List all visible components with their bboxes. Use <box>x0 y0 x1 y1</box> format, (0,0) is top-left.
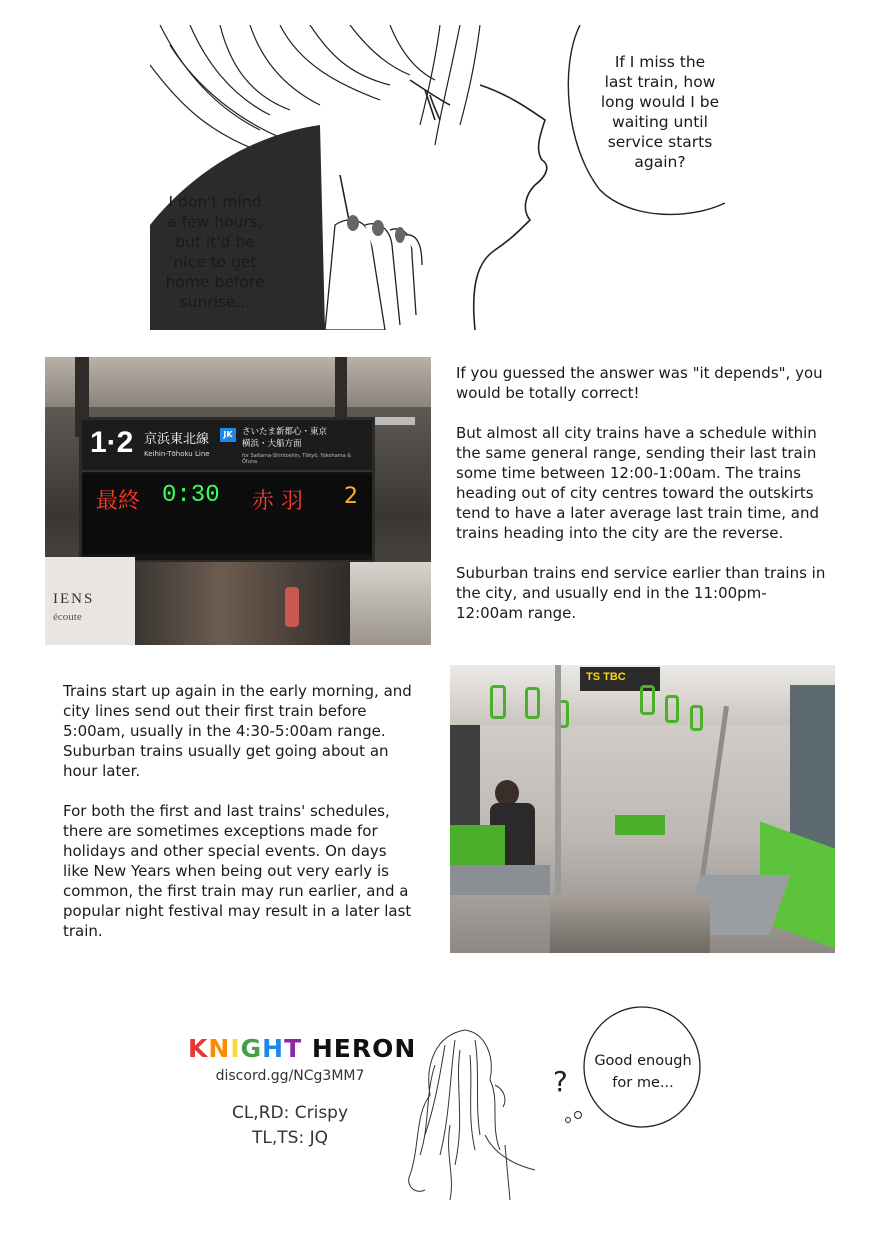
line-number: 1·2 <box>90 426 134 459</box>
line-name-en: Keihin-Tōhoku Line <box>144 450 210 458</box>
logo-letter: G <box>240 1034 263 1063</box>
paragraph: If you guessed the answer was "it depends", you would be totally correct! <box>456 364 823 402</box>
destinations-jp: さいたま新都心・東京 横浜・大船方面 <box>242 427 328 449</box>
line-code-badge: JK <box>220 428 236 442</box>
logo-letter: H <box>262 1034 285 1063</box>
discord-link[interactable]: discord.gg/NCg3MM7 <box>215 1068 365 1084</box>
thought-bubble-text: Good enough for me... <box>594 1053 692 1091</box>
shop-sign-sub: écoute <box>53 611 82 623</box>
logo-letter: T <box>284 1034 303 1063</box>
credit-tl-ts: TL,TS: JQ <box>252 1128 328 1148</box>
led-last-train: 最終 <box>96 489 141 514</box>
bottom-character-illustration <box>395 1025 545 1200</box>
paragraph: Suburban trains end service earlier than trains in the city, and usually end in the 11:00pm-12:00am range. <box>456 564 826 622</box>
train-interior-photo <box>450 665 835 953</box>
text-block-left <box>63 681 415 961</box>
shop-sign: IENS <box>53 591 95 607</box>
paragraph: Trains start up again in the early morning, and city lines send out their first train before 5:00am, usually in the 4:30-5:00am range. Suburban trains usually get going about an hour later. <box>63 682 412 780</box>
logo-word-heron: HERON <box>311 1034 417 1063</box>
credit-cl-rd: CL,RD: Crispy <box>231 1103 349 1123</box>
train-ad: TS TBC <box>586 671 626 683</box>
station-sign-photo <box>45 357 431 645</box>
thought-mark: ? <box>553 1065 568 1098</box>
led-destination: 赤 羽 <box>252 489 303 514</box>
logo-letter: K <box>188 1034 209 1063</box>
destinations-en: for Saitama-Shintoshin, Tōkyō, Yokohama & Ōfuna <box>242 453 352 465</box>
line-name-jp: 京浜東北線 <box>144 432 210 447</box>
led-time: 0:30 <box>162 482 220 509</box>
group-logo <box>188 1034 416 1063</box>
paragraph: But almost all city trains have a schedule within the same general range, sending their last train some time between 12:00-1:00am. The trains heading out of city centres toward the outskirts tend to have a later average last train time, and trains heading into the city are the reverse. <box>456 424 819 542</box>
logo-letter: N <box>208 1034 231 1063</box>
logo-letter: I <box>230 1034 241 1063</box>
speech-bubble-left: I don't mind a few hours, but it'd be nice to get home before sunrise... <box>165 193 265 311</box>
led-platform: 2 <box>344 484 358 509</box>
station-sign-board <box>79 417 375 563</box>
paragraph: For both the first and last trains' schedules, there are sometimes exceptions made for holidays and other special events. On days like New Years when being out very early is common, the first train may run earlier, and a popular night festival may result in a later last train. <box>63 802 412 940</box>
speech-bubble-right: If I miss the last train, how long would I be waiting until service starts again? <box>600 53 720 171</box>
text-block-right <box>456 363 828 643</box>
